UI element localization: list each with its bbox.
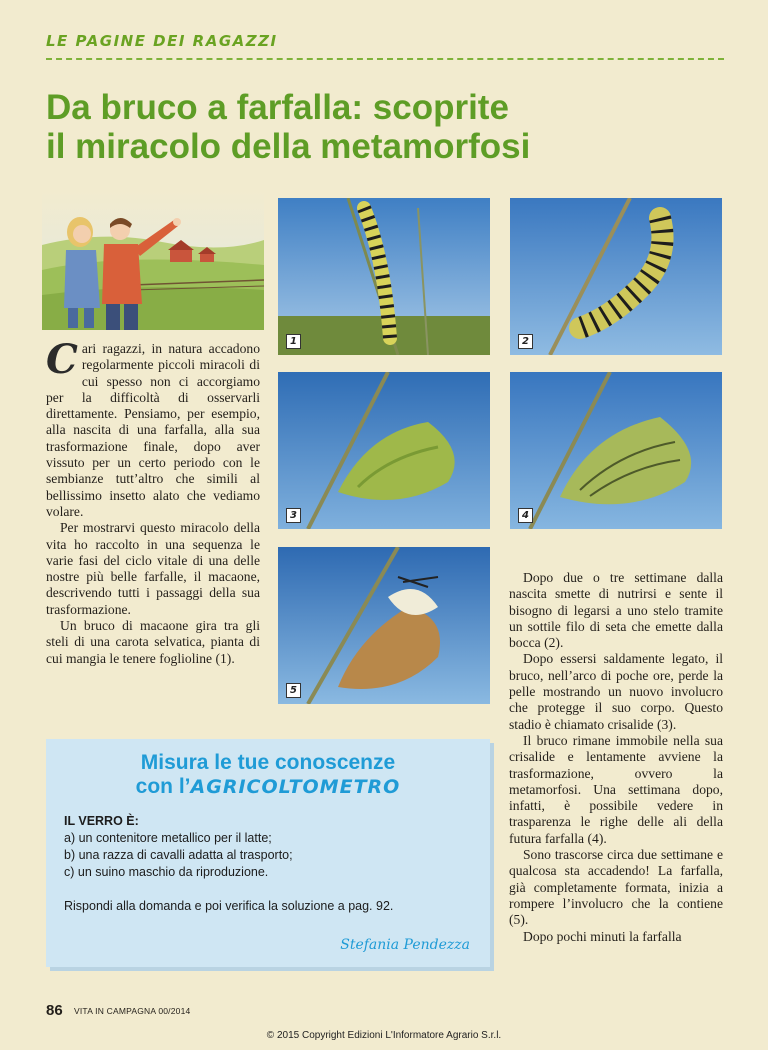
photo-number-4: 4	[518, 508, 533, 523]
quiz-option-c: c) un suino maschio da riproduzione.	[64, 865, 269, 879]
quiz-option-a: a) un contenitore metallico per il latte;	[64, 831, 272, 845]
header-rule	[46, 58, 724, 60]
page-title	[46, 88, 726, 166]
title-line-2: il miracolo della metamorfosi	[46, 127, 531, 166]
quiz-author: Stefania Pendezza	[340, 937, 470, 953]
dropcap: C	[46, 336, 78, 383]
photo-caterpillar-hanging	[510, 198, 722, 355]
photo-number-5: 5	[286, 683, 301, 698]
magazine-issue: VITA IN CAMPAGNA 00/2014	[74, 1006, 191, 1016]
section-label: LE PAGINE DEI RAGAZZI	[46, 32, 278, 50]
copyright-notice: © 2015 Copyright Edizioni L'Informatore Agrario S.r.l.	[266, 1030, 502, 1041]
photo-caterpillar	[278, 198, 490, 355]
article-right-column	[509, 570, 723, 945]
photo-butterfly-emerging	[278, 547, 490, 704]
article-paragraph-4: Dopo due o tre settimane dalla nascita smette di nutrirsi e sente il bisogno di legarsi a uno stelo tramite un sottile filo di seta che emette dalla bocca (2).	[509, 570, 723, 651]
article-paragraph-7: Sono trascorse circa due settimane e qualcosa sta accadendo! La farfalla, già completamente formata, inizia a rompere l’involucro che la contiene (5).	[509, 847, 723, 928]
children-illustration	[42, 190, 264, 330]
quiz-instruction: Rispondi alla domanda e poi verifica la soluzione a pag. 92.	[64, 899, 394, 913]
article-paragraph-8: Dopo pochi minuti la farfalla	[523, 928, 682, 944]
photo-number-2: 2	[518, 334, 533, 349]
quiz-option-b: b) una razza di cavalli adatta al trasporto;	[64, 848, 293, 862]
photo-chrysalis-transparent	[510, 372, 722, 529]
photo-chrysalis	[278, 372, 490, 529]
article-paragraph-2: Per mostrarvi questo miracolo della vita ho raccolto in una sequenza le varie fasi del ciclo vitale di una delle nostre più belle farfalle, il macaone, descrivendo tutti i passaggi della sua trasformazione.	[46, 520, 260, 617]
quiz-brand: AGRICOLTOMETRO	[190, 776, 401, 798]
article-paragraph-1: Cari ragazzi, in natura accadono regolarmente piccoli miracoli di cui spesso non ci accorgiamo per la difficoltà di osservarli direttamente. Pensiamo, per esempio, alla nascita di una farfalla, alla sua trasformazione finale, dopo aver vissuto per un certo periodo con le sembianze tutt’altro che simili al bellissimo insetto alato che vediamo volare.	[46, 336, 260, 519]
quiz-title-line-1: Misura le tue conoscenze	[140, 751, 396, 774]
quiz-title-prefix: con l’	[135, 775, 191, 798]
article-paragraph-5: Dopo essersi saldamente legato, il bruco, nell’arco di poche ore, perde la pelle mostrando un nuovo involucro che protegge il suo corpo. Questo stadio è chiamato crisalide (3).	[509, 651, 723, 732]
photo-number-1: 1	[286, 334, 301, 349]
quiz-body	[64, 813, 474, 915]
article-paragraph-3: Un bruco di macaone gira tra gli steli di una carota selvatica, pianta di cui mangia le tenere foglioline (1).	[46, 618, 260, 666]
article-left-column	[46, 336, 260, 667]
page-number: 86	[46, 1002, 63, 1019]
title-line-1: Da bruco a farfalla: scoprite	[46, 88, 509, 127]
quiz-title	[46, 751, 490, 799]
quiz-box	[46, 739, 490, 967]
quiz-question: IL VERRO È:	[64, 814, 139, 828]
photo-number-3: 3	[286, 508, 301, 523]
article-paragraph-6: Il bruco rimane immobile nella sua crisalide e lentamente avviene la trasformazione, ovvero la metamorfosi. Una settimana dopo, infatti, è possibile vedere in trasparenza le righe delle ali della futura farfalla (4).	[509, 732, 723, 846]
